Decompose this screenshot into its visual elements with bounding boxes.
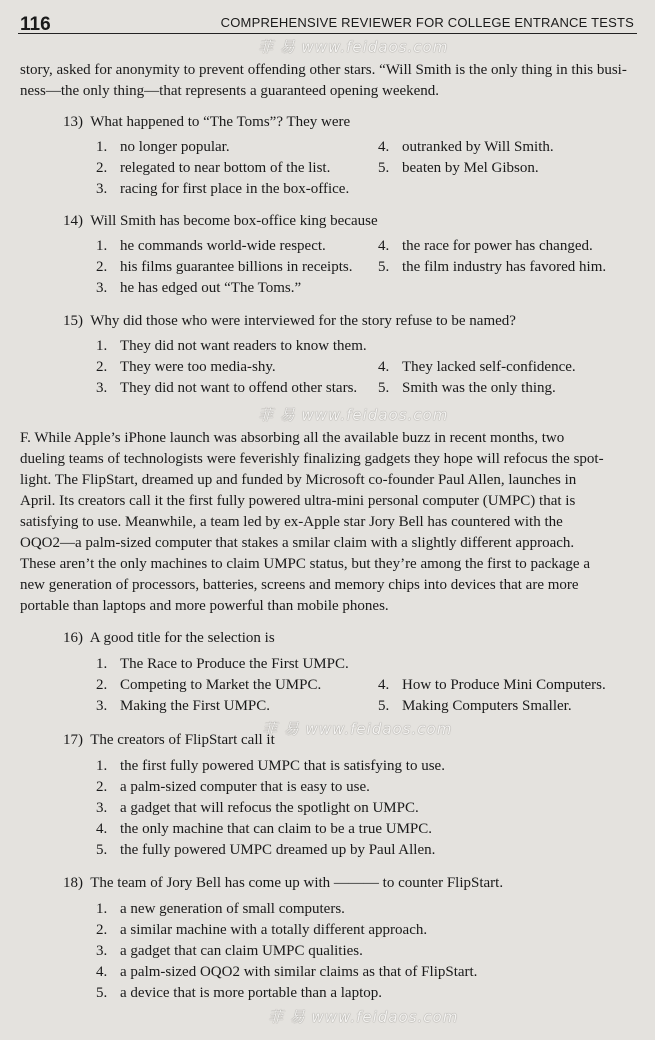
option-13-3[interactable] — [96, 181, 349, 198]
text-line: April. Its creators call it the first fully powered ultra-mini personal computer (UMPC) that is — [20, 493, 576, 509]
option-text: a device that is more portable than a laptop. — [120, 985, 382, 1001]
option-13-5[interactable] — [378, 160, 539, 177]
option-number: 4. — [378, 238, 390, 254]
option-text: The Race to Produce the First UMPC. — [120, 656, 349, 672]
question-number: 18) — [63, 875, 83, 891]
text-line: light. The FlipStart, dreamed up and funded by Microsoft co-founder Paul Allen, launches in — [20, 472, 577, 488]
option-14-1[interactable] — [96, 238, 326, 255]
option-text: a gadget that can claim UMPC qualities. — [120, 943, 363, 959]
option-number: 4. — [96, 821, 108, 837]
option-text: the fully powered UMPC dreamed up by Paul Allen. — [120, 842, 436, 858]
option-17-2[interactable] — [96, 779, 370, 796]
option-17-1[interactable] — [96, 758, 445, 775]
option-text: the film industry has favored him. — [402, 259, 607, 275]
option-number: 5. — [96, 985, 108, 1001]
option-14-5[interactable] — [378, 259, 606, 276]
question-text: The team of Jory Bell has come up with ——— to counter FlipStart. — [90, 875, 504, 891]
option-number: 5. — [378, 380, 390, 396]
text-line: new generation of processors, batteries, screens and memory chips into devices that are more — [20, 577, 579, 593]
option-17-5[interactable] — [96, 842, 435, 859]
text-line: These aren’t the only machines to claim UMPC status, but they’re among the first to package a — [20, 556, 590, 572]
option-number: 1. — [96, 758, 108, 774]
text-line: story, asked for anonymity to prevent offending other stars. “Will Smith is the only thing in this busi- — [20, 62, 627, 78]
option-15-5[interactable] — [378, 380, 556, 397]
question-number: 17) — [63, 732, 83, 748]
option-text: Making the First UMPC. — [120, 698, 271, 714]
question-number: 13) — [63, 114, 83, 130]
option-text: outranked by Will Smith. — [402, 139, 554, 155]
question-text: The creators of FlipStart call it — [90, 732, 275, 748]
text-line: ness—the only thing—that represents a guaranteed opening weekend. — [20, 83, 440, 99]
option-number: 4. — [378, 677, 390, 693]
option-number: 4. — [96, 964, 108, 980]
option-number: 3. — [96, 943, 108, 959]
option-16-1[interactable] — [96, 656, 349, 673]
option-text: Competing to Market the UMPC. — [120, 677, 322, 693]
option-16-2[interactable] — [96, 677, 321, 694]
watermark: 菲 易 www.feidaos.com — [262, 720, 453, 738]
option-15-2[interactable] — [96, 359, 276, 376]
question-text: What happened to “The Toms”? They were — [90, 114, 351, 130]
option-text: he commands world-wide respect. — [120, 238, 326, 254]
option-15-1[interactable] — [96, 338, 367, 355]
option-number: 2. — [96, 160, 108, 176]
option-text: a gadget that will refocus the spotlight on UMPC. — [120, 800, 419, 816]
question-14 — [63, 213, 378, 230]
question-text: Will Smith has become box-office king because — [90, 213, 378, 229]
option-number: 1. — [96, 139, 108, 155]
page-number: 116 — [20, 14, 51, 35]
option-number: 1. — [96, 238, 108, 254]
option-18-1[interactable] — [96, 901, 345, 918]
text-line: portable than laptops and more powerful than mobile phones. — [20, 598, 389, 614]
option-16-4[interactable] — [378, 677, 606, 694]
running-header: COMPREHENSIVE REVIEWER FOR COLLEGE ENTRANCE TESTS — [220, 15, 634, 30]
option-15-4[interactable] — [378, 359, 576, 376]
option-text: relegated to near bottom of the list. — [120, 160, 331, 176]
option-text: They lacked self-confidence. — [402, 359, 576, 375]
option-15-3[interactable] — [96, 380, 357, 397]
option-number: 1. — [96, 901, 108, 917]
option-text: racing for first place in the box-office. — [120, 181, 350, 197]
watermark: 菲 易 www.feidaos.com — [258, 38, 449, 56]
watermark: 菲 易 www.feidaos.com — [258, 406, 449, 424]
option-number: 3. — [96, 280, 108, 296]
text-line: F. While Apple’s iPhone launch was absorbing all the available buzz in recent months, two — [20, 430, 565, 446]
option-text: a palm-sized computer that is easy to use. — [120, 779, 370, 795]
option-number: 4. — [378, 359, 390, 375]
question-number: 16) — [63, 630, 83, 646]
option-text: the race for power has changed. — [402, 238, 593, 254]
option-number: 3. — [96, 800, 108, 816]
option-17-4[interactable] — [96, 821, 432, 838]
option-14-2[interactable] — [96, 259, 352, 276]
option-14-4[interactable] — [378, 238, 593, 255]
option-text: They did not want readers to know them. — [120, 338, 367, 354]
option-17-3[interactable] — [96, 800, 419, 817]
option-text: his films guarantee billions in receipts. — [120, 259, 353, 275]
passage-f — [20, 428, 637, 617]
option-18-2[interactable] — [96, 922, 427, 939]
header-rule — [18, 33, 637, 34]
option-text: no longer popular. — [120, 139, 230, 155]
option-14-3[interactable] — [96, 280, 301, 297]
option-text: the only machine that can claim to be a true UMPC. — [120, 821, 432, 837]
option-18-3[interactable] — [96, 943, 363, 960]
option-18-5[interactable] — [96, 985, 382, 1002]
option-text: Smith was the only thing. — [402, 380, 556, 396]
option-text: beaten by Mel Gibson. — [402, 160, 539, 176]
question-text: Why did those who were interviewed for the story refuse to be named? — [90, 313, 516, 329]
option-13-2[interactable] — [96, 160, 330, 177]
option-text: the first fully powered UMPC that is satisfying to use. — [120, 758, 445, 774]
option-number: 1. — [96, 338, 108, 354]
question-text: A good title for the selection is — [89, 630, 275, 646]
text-line: dueling teams of technologists were feverishly finalizing gadgets they hope will refocus the spot- — [20, 451, 604, 467]
option-text: he has edged out “The Toms.” — [120, 280, 302, 296]
option-number: 3. — [96, 698, 108, 714]
option-number: 2. — [96, 677, 108, 693]
question-15 — [63, 313, 516, 330]
option-number: 2. — [96, 359, 108, 375]
option-number: 3. — [96, 181, 108, 197]
option-number: 1. — [96, 656, 108, 672]
option-number: 2. — [96, 779, 108, 795]
question-number: 14) — [63, 213, 83, 229]
option-number: 5. — [378, 160, 390, 176]
option-text: a new generation of small computers. — [120, 901, 345, 917]
option-16-5[interactable] — [378, 698, 572, 715]
option-number: 3. — [96, 380, 108, 396]
option-text: Making Computers Smaller. — [402, 698, 572, 714]
option-number: 5. — [378, 259, 390, 275]
option-number: 5. — [378, 698, 390, 714]
option-text: They were too media-shy. — [120, 359, 276, 375]
option-16-3[interactable] — [96, 698, 270, 715]
question-number: 15) — [63, 313, 83, 329]
question-13 — [63, 114, 350, 131]
option-13-1[interactable] — [96, 139, 230, 156]
option-text: a palm-sized OQO2 with similar claims as that of FlipStart. — [120, 964, 478, 980]
option-number: 2. — [96, 922, 108, 938]
option-text: They did not want to offend other stars. — [120, 380, 358, 396]
question-16 — [63, 630, 275, 647]
text-line: OQO2—a palm-sized computer that stakes a smilar claim with a slightly different approach. — [20, 535, 575, 551]
watermark: 菲 易 www.feidaos.com — [268, 1008, 459, 1026]
option-text: a similar machine with a totally different approach. — [120, 922, 428, 938]
question-18 — [63, 875, 503, 892]
option-18-4[interactable] — [96, 964, 477, 981]
intro-paragraph — [20, 60, 637, 102]
option-number: 2. — [96, 259, 108, 275]
option-number: 4. — [378, 139, 390, 155]
question-17 — [63, 732, 275, 749]
text-line: satisfying to use. Meanwhile, a team led by ex-Apple star Jory Bell has countered with the — [20, 514, 563, 530]
option-number: 5. — [96, 842, 108, 858]
option-13-4[interactable] — [378, 139, 554, 156]
option-text: How to Produce Mini Computers. — [402, 677, 606, 693]
